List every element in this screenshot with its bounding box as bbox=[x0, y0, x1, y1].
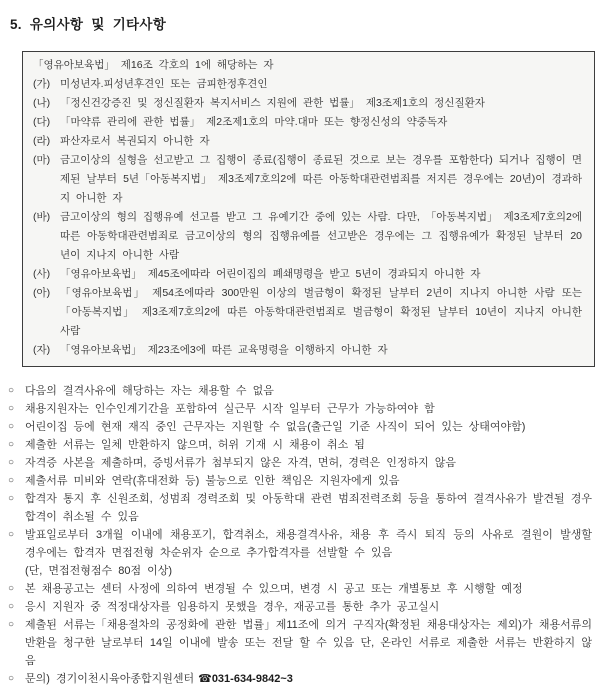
circle-bullet-icon: ○ bbox=[8, 529, 15, 540]
note-text: 합격자 통지 후 신원조회, 성범죄 경력조회 및 아동학대 관련 범죄전력조회 등을 통하여 결격사유가 발견될 경우 합격이 취소될 수 있음 bbox=[25, 493, 592, 523]
law-item-ma bbox=[33, 151, 582, 208]
law-item-label: (라) bbox=[33, 135, 51, 147]
note-text-main: 발표일로부터 3개월 이내에 채용포기, 합격취소, 채용결격사유, 채용 후 즉시 퇴직 등의 사유로 결원이 발생할 경우에는 합격자 면접전형 차순위자 순으로 추가합격자를 선발할 수 있음 bbox=[25, 529, 592, 559]
note-item bbox=[8, 616, 592, 670]
note-item bbox=[8, 382, 592, 400]
notice-document bbox=[0, 13, 600, 685]
note-text: 어린이집 등에 현재 재직 중인 근무자는 지원할 수 없음(출근일 기준 사직이 되어 있는 상태여야함) bbox=[25, 421, 526, 433]
law-item-label: (바) bbox=[33, 211, 51, 223]
note-text: 제출한 서류는 일체 반환하지 않으며, 허위 기재 시 채용이 취소 됨 bbox=[25, 439, 365, 451]
note-item bbox=[8, 436, 592, 454]
law-item-da bbox=[33, 113, 582, 132]
circle-bullet-icon: ○ bbox=[8, 673, 15, 684]
phone-icon: ☎ bbox=[198, 673, 212, 685]
law-item-text: 「영유아보육법」 제23조에3에 따른 교육명령을 이행하지 아니한 자 bbox=[60, 344, 388, 356]
contact-note bbox=[8, 670, 592, 688]
law-item-text: 금고이상의 실형을 선고받고 그 집행이 종료(집행이 종료된 것으로 보는 경우를 포함한다) 되거나 집행이 면제된 날부터 5년「아동복지법」 제3조제7호의2에 따른 아동학대관련범죄를 저지른 경우에는 20년)이 경과하지 아니한 자 bbox=[60, 154, 582, 204]
contact-text bbox=[25, 670, 592, 688]
note-item bbox=[8, 400, 592, 418]
note-text: 자격증 사본을 제출하며, 증빙서류가 첨부되지 않은 자격, 면허, 경력은 인정하지 않음 bbox=[25, 457, 457, 469]
law-item-text: 미성년자.피성년후견인 또는 금피한정후견인 bbox=[60, 78, 268, 90]
law-item-label: (나) bbox=[33, 97, 51, 109]
law-item-text: 「영유아보육법」 제45조에따라 어린이집의 폐쇄명령을 받고 5년이 경과되지 아니한 자 bbox=[60, 268, 481, 280]
disqualification-box bbox=[22, 51, 595, 367]
law-item-label: (자) bbox=[33, 344, 51, 356]
circle-bullet-icon: ○ bbox=[8, 439, 15, 450]
law-item-sa bbox=[33, 265, 582, 284]
notes-list bbox=[8, 382, 592, 688]
circle-bullet-icon: ○ bbox=[8, 421, 15, 432]
note-item bbox=[8, 526, 592, 580]
note-item bbox=[8, 454, 592, 472]
law-item-text: 금고이상의 형의 집행유예 선고를 받고 그 유예기간 중에 있는 사람. 다만, 「아동복지법」 제3조제7호의2에 따른 아동학대관련범죄로 금고이상의 형의 집행유예를 선고받은 경우에는 그 집행유예가 확정된 날부터 20년이 지나지 아니한 사람 bbox=[60, 211, 582, 261]
law-item-label: (가) bbox=[33, 78, 51, 90]
phone-number: 031-634-9842~3 bbox=[211, 673, 293, 685]
law-item-a bbox=[33, 284, 582, 341]
note-item bbox=[8, 490, 592, 526]
note-text: 제출서류 미비와 연락(휴대전화 등) 불능으로 인한 책임은 지원자에게 있음 bbox=[25, 475, 400, 487]
law-item-label: (아) bbox=[33, 287, 51, 299]
note-item bbox=[8, 418, 592, 436]
section-title: 5. 유의사항 및 기타사항 bbox=[10, 17, 167, 32]
law-item-ga bbox=[33, 75, 582, 94]
note-item bbox=[8, 598, 592, 616]
law-item-text: 파산자로서 복권되지 아니한 자 bbox=[60, 135, 210, 147]
note-text: 다음의 결격사유에 해당하는 자는 채용할 수 없음 bbox=[25, 385, 274, 397]
note-text bbox=[25, 526, 592, 580]
law-box-intro: 「영유아보육법」 제16조 각호의 1에 해당하는 자 bbox=[33, 59, 274, 71]
law-item-label: (다) bbox=[33, 116, 51, 128]
circle-bullet-icon: ○ bbox=[8, 601, 15, 612]
law-item-text: 「정신건강증진 및 정신질환자 복지서비스 지원에 관한 법률」 제3조제1호의 정신질환자 bbox=[60, 97, 485, 109]
law-item-na bbox=[33, 94, 582, 113]
contact-label: 문의) 경기이천시육아종합지원센터 bbox=[25, 673, 195, 685]
note-text: 채용지원자는 인수인계기간을 포함하여 실근무 시작 일부터 근무가 가능하여야 함 bbox=[25, 403, 435, 415]
circle-bullet-icon: ○ bbox=[8, 493, 15, 504]
circle-bullet-icon: ○ bbox=[8, 583, 15, 594]
law-item-ja bbox=[33, 341, 582, 360]
law-item-text: 「영유아보육법」 제54조에따라 300만원 이상의 벌금형이 확정된 날부터 2년이 지나지 아니한 사람 또는 「아동복지법」 제3조제7호의2에 따른 아동학대관련범죄로 벌금형이 확정된 날부터 10년이 지나지 아니한 사람 bbox=[60, 287, 582, 337]
note-text: 응시 지원자 중 적정대상자를 임용하지 못했을 경우, 재공고를 통한 추가 공고실시 bbox=[25, 601, 440, 613]
law-item-text: 「마약류 관리에 관한 법률」 제2조제1호의 마약.대마 또는 향정신성의 약중독자 bbox=[60, 116, 448, 128]
circle-bullet-icon: ○ bbox=[8, 475, 15, 486]
note-text: 제출된 서류는「채용절차의 공정화에 관한 법률」제11조에 의거 구직자(확정된 채용대상자는 제외)가 채용서류의 반환을 청구한 날로부터 14일 이내에 발송 또는 전달 할 수 있음 단, 온라인 서류로 제출한 서류는 반환하지 않음 bbox=[25, 619, 592, 667]
law-item-label: (사) bbox=[33, 268, 51, 280]
law-item-ba bbox=[33, 208, 582, 265]
note-text: 본 채용공고는 센터 사정에 의하여 변경될 수 있으며, 변경 시 공고 또는 개별통보 후 시행할 예정 bbox=[25, 583, 523, 595]
law-item-ra bbox=[33, 132, 582, 151]
note-item bbox=[8, 472, 592, 490]
circle-bullet-icon: ○ bbox=[8, 457, 15, 468]
circle-bullet-icon: ○ bbox=[8, 385, 15, 396]
note-item bbox=[8, 580, 592, 598]
circle-bullet-icon: ○ bbox=[8, 619, 15, 630]
note-text-condition: (단, 면접전형점수 80점 이상) bbox=[25, 565, 173, 577]
law-item-label: (마) bbox=[33, 154, 51, 166]
circle-bullet-icon: ○ bbox=[8, 403, 15, 414]
